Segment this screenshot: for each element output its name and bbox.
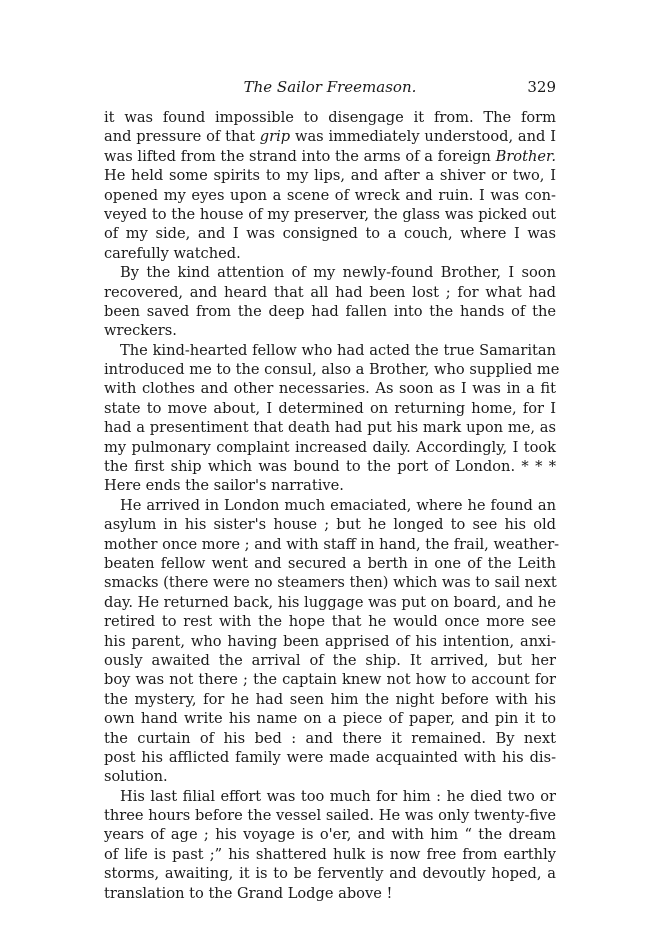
text-line: the first ship which was bound to the port of London. * * *	[104, 458, 556, 476]
text-line: it was found impossible to disengage it from. The form	[104, 109, 556, 126]
text-line: of my side, and I was consigned to a couch, where I was	[104, 225, 556, 243]
text-line: smacks (there were no steamers then) which was to sail next	[104, 574, 557, 592]
text-line: Here ends the sailor's narrative.	[104, 477, 344, 495]
text-line: ously awaited the arrival of the ship. It arrived, but her	[104, 651, 556, 669]
page-number: 329	[527, 78, 556, 96]
text-line: was lifted from the strand into the arms of a foreign Brother.	[104, 147, 556, 165]
text-line: post his afflicted family were made acquainted with his dis-	[104, 748, 556, 766]
text-line: carefully watched.	[104, 244, 241, 262]
text-line: mother once more ; and with staff in hand, the frail, weather-	[104, 535, 560, 553]
text-line: the mystery, for he had seen him the night before with his	[104, 690, 556, 708]
running-head	[104, 76, 556, 102]
text-line: had a presentiment that death had put his mark upon me, as	[104, 419, 556, 437]
text-line: of life is past ;” his shattered hulk is now free from earthly	[104, 845, 556, 863]
text-line: The kind-hearted fellow who had acted the true Samaritan	[120, 341, 556, 359]
text-line: boy was not there ; the captain knew not how to account for	[104, 671, 556, 689]
text-line: own hand write his name on a piece of paper, and pin it to	[104, 710, 556, 728]
text-line: my pulmonary complaint increased daily. Accordingly, I took	[104, 438, 556, 456]
text-line: asylum in his sister's house ; but he longed to see his old	[104, 516, 556, 534]
text-line: translation to the Grand Lodge above !	[104, 884, 393, 902]
text-line: He arrived in London much emaciated, where he found an	[120, 496, 556, 514]
text-line: storms, awaiting, it is to be fervently and devoutly hoped, a	[104, 865, 556, 883]
text-line: and pressure of that grip was immediately understood, and I	[104, 128, 556, 146]
text-line: his parent, who having been apprised of his intention, anxi-	[104, 632, 556, 650]
text-line: been saved from the deep had fallen into the hands of the	[104, 302, 556, 320]
text-line: introduced me to the consul, also a Brother, who supplied me	[104, 361, 560, 379]
text-line: years of age ; his voyage is o'er, and with him “ the dream	[104, 826, 556, 844]
text-line: solution.	[104, 768, 168, 786]
text-line: with clothes and other necessaries. As soon as I was in a fit	[104, 380, 556, 398]
running-title: The Sailor Freemason.	[243, 78, 417, 96]
text-line: state to move about, I determined on returning home, for I	[104, 399, 556, 417]
text-line: the curtain of his bed : and there it remained. By next	[104, 729, 556, 747]
text-line: retired to rest with the hope that he would once more see	[104, 613, 556, 631]
text-line: recovered, and heard that all had been lost ; for what had	[104, 283, 556, 301]
text-line: veyed to the house of my preserver, the glass was picked out	[104, 205, 556, 223]
text-line: He held some spirits to my lips, and after a shiver or two, I	[104, 167, 556, 185]
text-line: By the kind attention of my newly-found Brother, I soon	[120, 264, 556, 282]
text-line: day. He returned back, his luggage was put on board, and he	[104, 593, 557, 611]
text-line: wreckers.	[104, 322, 177, 340]
text-line: beaten fellow went and secured a berth in one of the Leith	[104, 554, 556, 572]
body-text	[104, 108, 560, 903]
book-page	[104, 76, 560, 903]
text-line: three hours before the vessel sailed. He was only twenty-five	[104, 807, 556, 825]
text-line: His last filial effort was too much for him : he died two or	[120, 787, 556, 805]
text-line: opened my eyes upon a scene of wreck and ruin. I was con-	[104, 186, 556, 204]
